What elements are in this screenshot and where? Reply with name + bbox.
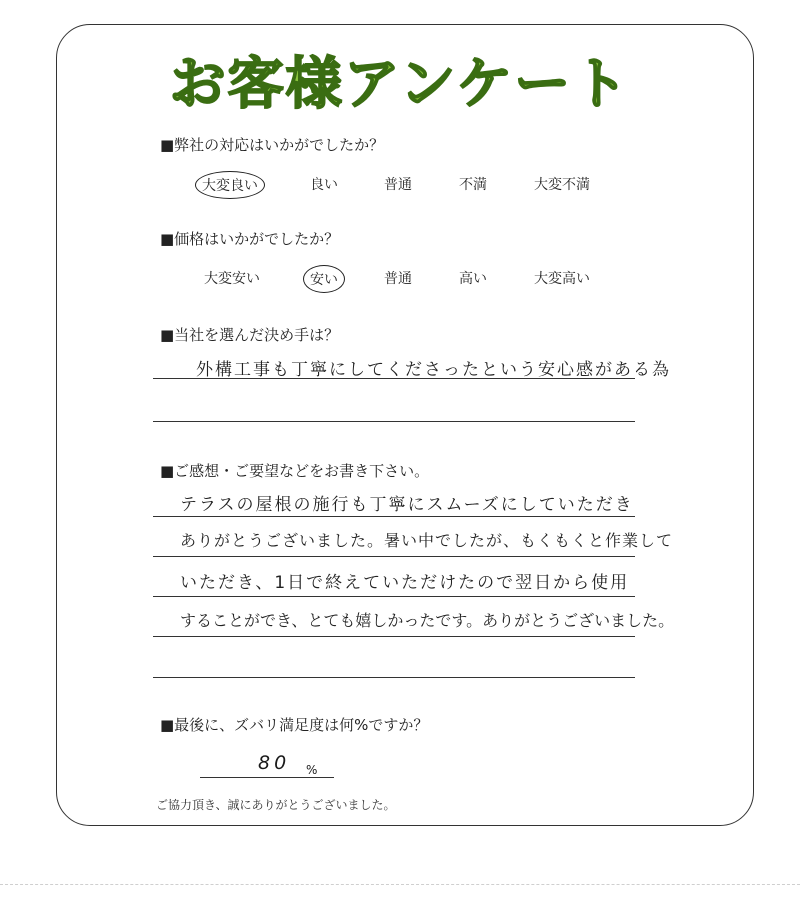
option-price-normal[interactable]: 普通 xyxy=(384,271,412,287)
scan-edge xyxy=(0,884,800,885)
option-price-cheap[interactable]: 安い xyxy=(303,265,345,293)
question-comments: ■ご感想・ご要望などをお書き下さい。 xyxy=(160,462,430,480)
comment-rule xyxy=(153,677,635,678)
comment-line: いただき、1日で終えていただけたので翌日から使用 xyxy=(180,573,630,593)
thank-you-note: ご協力頂き、誠にありがとうございました。 xyxy=(156,798,396,812)
option-service-normal[interactable]: 普通 xyxy=(384,177,412,193)
satisfaction-value: 80 xyxy=(258,752,291,774)
comment-rule xyxy=(153,516,635,517)
comment-rule xyxy=(153,596,635,597)
option-service-very-dissatisfied[interactable]: 大変不満 xyxy=(534,177,590,193)
satisfaction-rule xyxy=(200,777,334,778)
question-deciding-factor: ■当社を選んだ決め手は？ xyxy=(160,326,340,344)
question-service: ■弊社の対応はいかがでしたか？ xyxy=(160,136,385,154)
comment-rule xyxy=(153,636,635,637)
deciding-factor-answer: 外構工事も丁寧にしてくださったという安心感がある為 xyxy=(196,360,671,380)
option-service-very-good[interactable]: 大変良い xyxy=(195,171,265,199)
question-price: ■価格はいかがでしたか？ xyxy=(160,230,340,248)
option-price-very-expensive[interactable]: 大変高い xyxy=(534,271,590,287)
option-price-very-cheap[interactable]: 大変安い xyxy=(204,271,260,287)
answer-rule xyxy=(153,378,635,379)
question-satisfaction: ■最後に、ズバリ満足度は何%ですか？ xyxy=(160,716,429,734)
comment-rule xyxy=(153,556,635,557)
answer-rule xyxy=(153,421,635,422)
comment-line: テラスの屋根の施行も丁寧にスムーズにしていただき xyxy=(180,495,634,515)
comment-line: することができ、とても嬉しかったです。ありがとうございました。 xyxy=(180,611,675,630)
option-service-dissatisfied[interactable]: 不満 xyxy=(459,177,487,193)
option-service-good[interactable]: 良い xyxy=(310,177,338,193)
survey-title: お客様アンケート xyxy=(169,52,631,117)
percent-sign: % xyxy=(306,763,318,777)
option-price-expensive[interactable]: 高い xyxy=(459,271,487,287)
comment-line: ありがとうございました。暑い中でしたが、もくもくと作業して xyxy=(180,531,674,550)
